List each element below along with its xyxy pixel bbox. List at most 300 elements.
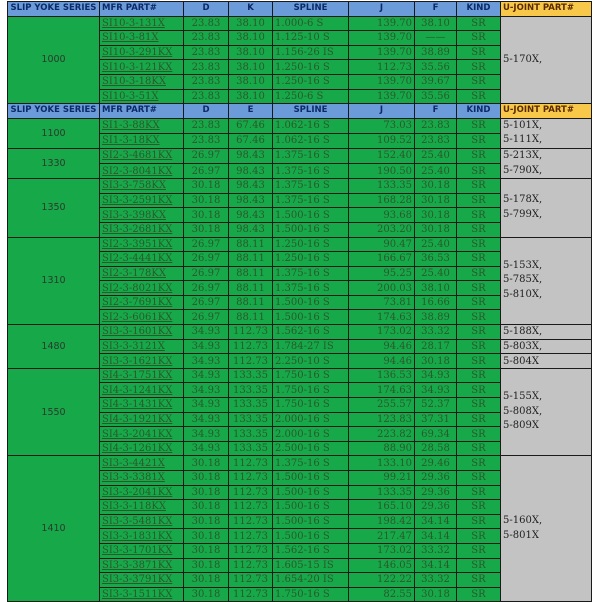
f-cell: 34.14 (415, 514, 457, 529)
mfr-part-cell[interactable]: SI10-3-121KX (100, 60, 184, 75)
kind-cell: SR (457, 368, 501, 383)
spline-cell: 1.750-16 S (273, 383, 349, 398)
spline-cell: 1.750-16 S (273, 587, 349, 602)
j-cell: 139.70 (349, 89, 415, 104)
f-cell: 28.17 (415, 339, 457, 354)
d-cell: 34.93 (184, 441, 229, 456)
column-header-d: D (184, 2, 229, 17)
mfr-part-cell[interactable]: SI3-3-1831KX (100, 529, 184, 544)
column-header-kind: KIND (457, 2, 501, 17)
series-cell: 1410 (8, 456, 100, 602)
kind-cell: SR (457, 148, 501, 163)
mfr-part-cell[interactable]: SI3-3-1601KX (100, 325, 184, 340)
ujoint-part-cell (501, 237, 592, 325)
spline-cell: 1.062-16 S (273, 133, 349, 148)
kind-cell: SR (457, 16, 501, 31)
spline-cell: 1.375-16 S (273, 281, 349, 296)
column-header-f: F (415, 2, 457, 17)
k-cell: 38.10 (229, 60, 273, 75)
f-cell: 25.40 (415, 266, 457, 281)
k-cell: 98.43 (229, 193, 273, 208)
spline-cell: 1.750-16 S (273, 368, 349, 383)
d-cell: 34.93 (184, 368, 229, 383)
column-header-d: D (184, 104, 229, 119)
d-cell: 30.18 (184, 587, 229, 602)
series-cell: 1100 (8, 118, 100, 148)
f-cell: 38.89 (415, 45, 457, 60)
ujoint-part-cell: 5-804X (501, 354, 592, 369)
j-cell: 93.68 (349, 208, 415, 223)
ujoint-part-line: 5-155X, (503, 391, 543, 403)
kind-cell: SR (457, 339, 501, 354)
d-cell: 34.93 (184, 427, 229, 442)
ujoint-part-line: 5-808X, (503, 405, 543, 417)
series-cell: 1480 (8, 325, 100, 369)
j-cell: 94.46 (349, 339, 415, 354)
series-cell: 1330 (8, 148, 100, 178)
spline-cell: 1.250-16 S (273, 60, 349, 75)
ujoint-part-line: 5-790X, (503, 164, 543, 176)
j-cell: 73.03 (349, 118, 415, 133)
f-cell: 30.18 (415, 354, 457, 369)
d-cell: 26.97 (184, 281, 229, 296)
k-cell: 98.43 (229, 179, 273, 194)
f-cell: 33.32 (415, 543, 457, 558)
spline-cell: 2.500-16 S (273, 441, 349, 456)
d-cell: 30.18 (184, 573, 229, 588)
kind-cell: SR (457, 237, 501, 252)
kind-cell: SR (457, 398, 501, 413)
k-cell: 112.73 (229, 500, 273, 515)
k-cell: 38.10 (229, 89, 273, 104)
column-header-series: SLIP YOKE SERIES (8, 2, 100, 17)
f-cell: 34.93 (415, 383, 457, 398)
mfr-part-cell[interactable]: SI3-3-3791KX (100, 573, 184, 588)
d-cell: 23.83 (184, 31, 229, 46)
table-row (8, 16, 592, 31)
k-cell: 98.43 (229, 208, 273, 223)
j-cell: 203.20 (349, 222, 415, 237)
k-cell: 112.73 (229, 529, 273, 544)
table-row (8, 325, 592, 340)
ujoint-part-cell (501, 368, 592, 456)
spline-cell: 1.500-16 S (273, 208, 349, 223)
d-cell: 30.18 (184, 179, 229, 194)
k-cell: 112.73 (229, 485, 273, 500)
d-cell: 34.93 (184, 354, 229, 369)
f-cell: 36.53 (415, 252, 457, 267)
kind-cell: SR (457, 208, 501, 223)
ujoint-part-line: 5-213X, (503, 149, 543, 161)
spline-cell: 1.375-16 S (273, 179, 349, 194)
f-cell: 35.56 (415, 60, 457, 75)
column-header-spline: SPLINE (273, 2, 349, 17)
column-header-spline: SPLINE (273, 104, 349, 119)
mfr-part-cell[interactable]: SI2-3-178KX (100, 266, 184, 281)
ujoint-part-cell (501, 179, 592, 237)
d-cell: 26.97 (184, 295, 229, 310)
mfr-part-cell[interactable]: SI1-3-88KX (100, 118, 184, 133)
spline-cell: 1.250-16 S (273, 252, 349, 267)
kind-cell: SR (457, 441, 501, 456)
column-header-k: E (229, 104, 273, 119)
j-cell: 123.83 (349, 412, 415, 427)
f-cell: 23.83 (415, 133, 457, 148)
d-cell: 23.83 (184, 45, 229, 60)
d-cell: 34.93 (184, 325, 229, 340)
f-cell: 30.18 (415, 208, 457, 223)
j-cell: 217.47 (349, 529, 415, 544)
ujoint-part-line: 5-799X, (503, 208, 543, 220)
j-cell: 73.81 (349, 295, 415, 310)
f-cell: 35.56 (415, 89, 457, 104)
f-cell: 28.58 (415, 441, 457, 456)
k-cell: 133.35 (229, 398, 273, 413)
f-cell: 29.36 (415, 485, 457, 500)
k-cell: 133.35 (229, 412, 273, 427)
f-cell: 25.40 (415, 237, 457, 252)
mfr-part-cell[interactable]: SI3-3-1621KX (100, 354, 184, 369)
f-cell: 33.32 (415, 573, 457, 588)
mfr-part-cell[interactable]: SI2-3-4681KX (100, 148, 184, 163)
d-cell: 30.18 (184, 500, 229, 515)
d-cell: 30.18 (184, 529, 229, 544)
f-cell: 25.40 (415, 148, 457, 163)
kind-cell: SR (457, 427, 501, 442)
ujoint-part-line: 5-160X, (503, 515, 543, 527)
kind-cell: SR (457, 500, 501, 515)
j-cell: 165.10 (349, 500, 415, 515)
k-cell: 38.10 (229, 45, 273, 60)
mfr-part-cell[interactable]: SI4-3-1431KX (100, 398, 184, 413)
spline-cell: 1.156-26 IS (273, 45, 349, 60)
mfr-part-cell[interactable]: SI2-3-4441KX (100, 252, 184, 267)
mfr-part-cell[interactable]: SI2-3-7691KX (100, 295, 184, 310)
k-cell: 88.11 (229, 237, 273, 252)
j-cell: 94.46 (349, 354, 415, 369)
j-cell: 133.10 (349, 456, 415, 471)
k-cell: 133.35 (229, 368, 273, 383)
k-cell: 88.11 (229, 295, 273, 310)
f-cell: 33.32 (415, 325, 457, 340)
spline-cell: 1.750-16 S (273, 398, 349, 413)
column-header-ujoint-part: U-JOINT PART# (501, 104, 592, 119)
k-cell: 112.73 (229, 543, 273, 558)
ujoint-part-line: 5-785X, (503, 274, 543, 286)
j-cell: 136.53 (349, 368, 415, 383)
mfr-part-cell[interactable]: SI4-3-1751KX (100, 368, 184, 383)
f-cell: 34.93 (415, 368, 457, 383)
f-cell: 30.18 (415, 179, 457, 194)
k-cell: 88.11 (229, 252, 273, 267)
kind-cell: SR (457, 133, 501, 148)
f-cell: 25.40 (415, 164, 457, 179)
d-cell: 30.18 (184, 514, 229, 529)
table-row (8, 456, 592, 471)
j-cell: 174.63 (349, 310, 415, 325)
spline-cell: 1.250-16 S (273, 237, 349, 252)
kind-cell: SR (457, 471, 501, 486)
k-cell: 112.73 (229, 339, 273, 354)
j-cell: 168.28 (349, 193, 415, 208)
series-cell: 1310 (8, 237, 100, 325)
j-cell: 133.35 (349, 179, 415, 194)
kind-cell: SR (457, 587, 501, 602)
spline-cell: 1.500-16 S (273, 485, 349, 500)
k-cell: 98.43 (229, 222, 273, 237)
mfr-part-cell[interactable]: SI2-3-3951KX (100, 237, 184, 252)
spline-cell: 1.375-16 S (273, 193, 349, 208)
spline-cell: 1.562-16 S (273, 325, 349, 340)
j-cell: 255.57 (349, 398, 415, 413)
spline-cell: 1.500-16 S (273, 529, 349, 544)
f-cell: 34.14 (415, 529, 457, 544)
kind-cell: SR (457, 383, 501, 398)
spline-cell: 1.605-15 IS (273, 558, 349, 573)
spline-cell: 1.062-16 S (273, 118, 349, 133)
k-cell: 67.46 (229, 118, 273, 133)
spline-cell: 1.500-16 S (273, 500, 349, 515)
k-cell: 133.35 (229, 383, 273, 398)
spline-cell: 1.500-16 S (273, 310, 349, 325)
ujoint-part-cell: 5-188X, (501, 325, 592, 340)
k-cell: 112.73 (229, 573, 273, 588)
spline-cell: 2.250-10 S (273, 354, 349, 369)
spline-cell: 1.784-27 IS (273, 339, 349, 354)
f-cell: 29.36 (415, 471, 457, 486)
spline-cell: 1.375-16 S (273, 456, 349, 471)
series-cell: 1350 (8, 179, 100, 237)
mfr-part-cell[interactable]: SI3-3-118KX (100, 500, 184, 515)
d-cell: 30.18 (184, 193, 229, 208)
ujoint-part-line: 5-801X (503, 529, 539, 541)
kind-cell: SR (457, 222, 501, 237)
mfr-part-cell[interactable]: SI3-3-4421X (100, 456, 184, 471)
j-cell: 122.22 (349, 573, 415, 588)
f-cell: 34.14 (415, 558, 457, 573)
spline-cell: 1.375-16 S (273, 266, 349, 281)
d-cell: 30.18 (184, 208, 229, 223)
mfr-part-cell[interactable]: SI10-3-18KX (100, 74, 184, 89)
f-cell: 38.10 (415, 281, 457, 296)
mfr-part-cell[interactable]: SI10-3-291KX (100, 45, 184, 60)
kind-cell: SR (457, 543, 501, 558)
d-cell: 26.97 (184, 164, 229, 179)
j-cell: 139.70 (349, 16, 415, 31)
ujoint-part-line: 5-178X, (503, 194, 543, 206)
mfr-part-cell[interactable]: SI10-3-51X (100, 89, 184, 104)
j-cell: 95.25 (349, 266, 415, 281)
d-cell: 26.97 (184, 252, 229, 267)
k-cell: 38.10 (229, 31, 273, 46)
kind-cell: SR (457, 266, 501, 281)
table-row (8, 118, 592, 133)
column-header-f: F (415, 104, 457, 119)
f-cell: 37.31 (415, 412, 457, 427)
f-cell: 38.10 (415, 16, 457, 31)
mfr-part-cell[interactable]: SI3-3-3381X (100, 471, 184, 486)
mfr-part-cell[interactable]: SI4-3-1261KX (100, 441, 184, 456)
ujoint-part-line: 5-809X (503, 420, 539, 432)
d-cell: 23.83 (184, 89, 229, 104)
j-cell: 166.67 (349, 252, 415, 267)
series-cell: 1550 (8, 368, 100, 456)
spline-cell: 1.654-20 IS (273, 573, 349, 588)
column-header-k: K (229, 2, 273, 17)
column-header-series: SLIP YOKE SERIES (8, 104, 100, 119)
kind-cell: SR (457, 325, 501, 340)
table-row (8, 148, 592, 163)
spline-cell: 1.125-10 S (273, 31, 349, 46)
k-cell: 88.11 (229, 310, 273, 325)
kind-cell: SR (457, 412, 501, 427)
column-header-mfr-part: MFR PART# (100, 2, 184, 17)
kind-cell: SR (457, 529, 501, 544)
kind-cell: SR (457, 179, 501, 194)
mfr-part-cell[interactable]: SI3-3-5481KX (100, 514, 184, 529)
kind-cell: SR (457, 485, 501, 500)
k-cell: 133.35 (229, 441, 273, 456)
slip-yoke-spec-table (7, 1, 592, 602)
d-cell: 26.97 (184, 266, 229, 281)
d-cell: 23.83 (184, 16, 229, 31)
f-cell: 30.18 (415, 222, 457, 237)
d-cell: 34.93 (184, 383, 229, 398)
column-header-j: J (349, 104, 415, 119)
column-header-j: J (349, 2, 415, 17)
d-cell: 26.97 (184, 310, 229, 325)
mfr-part-cell[interactable]: SI2-3-8021KX (100, 281, 184, 296)
d-cell: 26.97 (184, 237, 229, 252)
mfr-part-cell[interactable]: SI3-3-3871KX (100, 558, 184, 573)
mfr-part-cell[interactable]: SI10-3-81X (100, 31, 184, 46)
spline-cell: 1.250-16 S (273, 74, 349, 89)
mfr-part-cell[interactable]: SI4-3-2041KX (100, 427, 184, 442)
j-cell: 152.40 (349, 148, 415, 163)
f-cell: 23.83 (415, 118, 457, 133)
spline-cell: 1.500-16 S (273, 222, 349, 237)
k-cell: 112.73 (229, 514, 273, 529)
d-cell: 23.83 (184, 74, 229, 89)
mfr-part-cell[interactable]: SI3-3-758KX (100, 179, 184, 194)
k-cell: 38.10 (229, 16, 273, 31)
k-cell: 112.73 (229, 325, 273, 340)
ujoint-part-line: 5-101X, (503, 119, 543, 131)
header-row (8, 104, 592, 119)
mfr-part-cell[interactable]: SI3-3-1701KX (100, 543, 184, 558)
ujoint-part-cell: 5-803X, (501, 339, 592, 354)
spec-table-container (7, 1, 591, 602)
mfr-part-cell[interactable]: SI3-3-398KX (100, 208, 184, 223)
mfr-part-cell[interactable]: SI3-3-2681KX (100, 222, 184, 237)
spline-cell: 1.500-16 S (273, 295, 349, 310)
series-cell: 1000 (8, 16, 100, 104)
j-cell: 190.50 (349, 164, 415, 179)
spline-cell: 2.000-16 S (273, 412, 349, 427)
k-cell: 112.73 (229, 587, 273, 602)
k-cell: 112.73 (229, 354, 273, 369)
table-row (8, 368, 592, 383)
d-cell: 30.18 (184, 543, 229, 558)
d-cell: 26.97 (184, 148, 229, 163)
j-cell: 139.70 (349, 31, 415, 46)
column-header-mfr-part: MFR PART# (100, 104, 184, 119)
d-cell: 23.83 (184, 133, 229, 148)
mfr-part-cell[interactable]: SI2-3-8041KX (100, 164, 184, 179)
kind-cell: SR (457, 193, 501, 208)
d-cell: 34.93 (184, 339, 229, 354)
f-cell: 38.89 (415, 310, 457, 325)
ujoint-part-cell: 5-170X, (501, 16, 592, 104)
mfr-part-cell[interactable]: SI4-3-1921KX (100, 412, 184, 427)
spline-cell: 1.250-6 S (273, 89, 349, 104)
mfr-part-cell[interactable]: SI10-3-131X (100, 16, 184, 31)
mfr-part-cell[interactable]: SI3-3-3121X (100, 339, 184, 354)
mfr-part-cell[interactable]: SI3-3-2041KX (100, 485, 184, 500)
ujoint-part-cell (501, 148, 592, 178)
k-cell: 88.11 (229, 266, 273, 281)
j-cell: 200.03 (349, 281, 415, 296)
j-cell: 139.70 (349, 74, 415, 89)
table-row (8, 179, 592, 194)
k-cell: 88.11 (229, 281, 273, 296)
k-cell: 98.43 (229, 148, 273, 163)
j-cell: 88.90 (349, 441, 415, 456)
mfr-part-cell[interactable]: SI3-3-2591KX (100, 193, 184, 208)
f-cell: 69.34 (415, 427, 457, 442)
mfr-part-cell[interactable]: SI3-3-1511KX (100, 587, 184, 602)
header-row (8, 2, 592, 17)
column-header-ujoint-part: U-JOINT PART# (501, 2, 592, 17)
j-cell: 82.55 (349, 587, 415, 602)
j-cell: 223.82 (349, 427, 415, 442)
d-cell: 34.93 (184, 398, 229, 413)
j-cell: 112.73 (349, 60, 415, 75)
mfr-part-cell[interactable]: SI1-3-18KX (100, 133, 184, 148)
ujoint-part-line: 5-111X, (503, 134, 543, 146)
mfr-part-cell[interactable]: SI2-3-6061KX (100, 310, 184, 325)
kind-cell: SR (457, 45, 501, 60)
d-cell: 30.18 (184, 222, 229, 237)
k-cell: 112.73 (229, 471, 273, 486)
kind-cell: SR (457, 74, 501, 89)
kind-cell: SR (457, 558, 501, 573)
column-header-kind: KIND (457, 104, 501, 119)
k-cell: 133.35 (229, 427, 273, 442)
f-cell: 29.46 (415, 456, 457, 471)
kind-cell: SR (457, 31, 501, 46)
d-cell: 30.18 (184, 558, 229, 573)
d-cell: 23.83 (184, 118, 229, 133)
j-cell: 174.63 (349, 383, 415, 398)
d-cell: 30.18 (184, 471, 229, 486)
kind-cell: SR (457, 573, 501, 588)
d-cell: 23.83 (184, 60, 229, 75)
table-row (8, 237, 592, 252)
j-cell: 90.47 (349, 237, 415, 252)
k-cell: 67.46 (229, 133, 273, 148)
kind-cell: SR (457, 456, 501, 471)
j-cell: 109.52 (349, 133, 415, 148)
kind-cell: SR (457, 89, 501, 104)
j-cell: 173.02 (349, 325, 415, 340)
spline-cell: 1.500-16 S (273, 514, 349, 529)
mfr-part-cell[interactable]: SI4-3-1241KX (100, 383, 184, 398)
k-cell: 112.73 (229, 456, 273, 471)
f-cell: 30.18 (415, 193, 457, 208)
j-cell: 133.35 (349, 485, 415, 500)
kind-cell: SR (457, 164, 501, 179)
